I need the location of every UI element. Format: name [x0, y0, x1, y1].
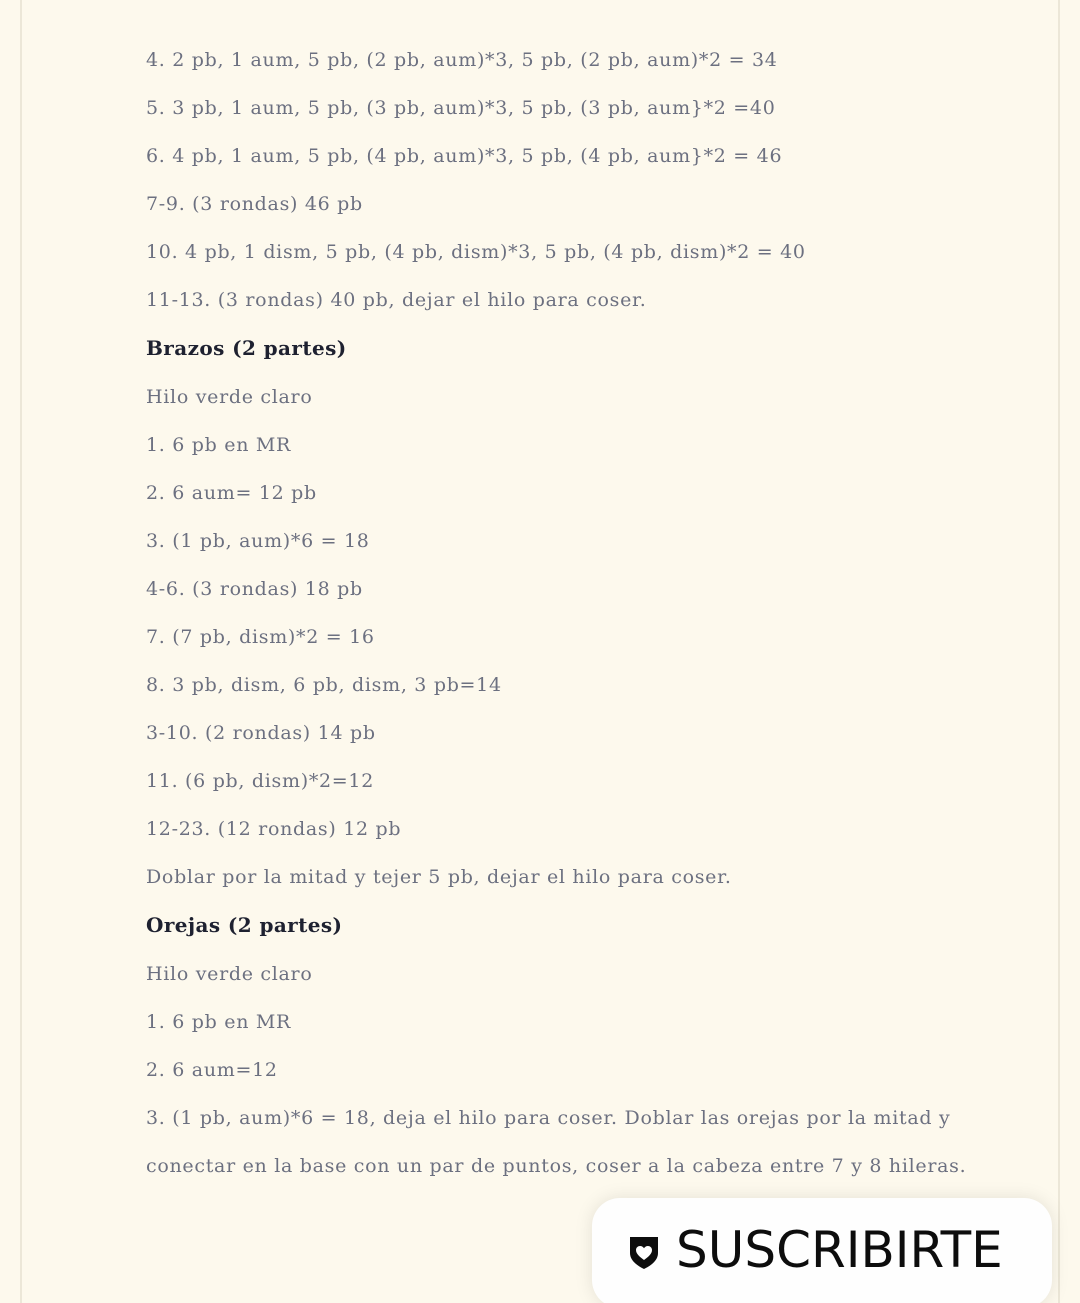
- pattern-row: 6. 4 pb, 1 aum, 5 pb, (4 pb, aum)*3, 5 pb, (4 pb, aum}*2 = 46: [146, 145, 783, 167]
- pattern-row: 2. 6 aum=12: [146, 1059, 278, 1081]
- pattern-row: 1. 6 pb en MR: [146, 434, 292, 456]
- pattern-row: 1. 6 pb en MR: [146, 1011, 292, 1033]
- subscribe-label: SUSCRIBIRTE: [676, 1221, 1003, 1279]
- yarn-note: Hilo verde claro: [146, 386, 313, 408]
- section-heading-orejas: Orejas (2 partes): [146, 913, 343, 937]
- content-border-right: [1058, 0, 1060, 1303]
- pattern-row: 4-6. (3 rondas) 18 pb: [146, 578, 363, 600]
- pattern-row: 11-13. (3 rondas) 40 pb, dejar el hilo para coser.: [146, 289, 647, 311]
- subscribe-button[interactable]: [592, 1198, 1052, 1303]
- pattern-row: 12-23. (12 rondas) 12 pb: [146, 818, 402, 840]
- pattern-row: 8. 3 pb, dism, 6 pb, dism, 3 pb=14: [146, 674, 502, 696]
- section-heading-brazos: Brazos (2 partes): [146, 336, 347, 360]
- pattern-row: 7. (7 pb, dism)*2 = 16: [146, 626, 375, 648]
- yarn-note: Hilo verde claro: [146, 963, 313, 985]
- bell-icon: [626, 1231, 662, 1271]
- pattern-row: 5. 3 pb, 1 aum, 5 pb, (3 pb, aum)*3, 5 pb, (3 pb, aum}*2 =40: [146, 97, 776, 119]
- content-border-left: [20, 0, 22, 1303]
- pattern-instruction: Doblar por la mitad y tejer 5 pb, dejar el hilo para coser.: [146, 866, 732, 888]
- pattern-row: 2. 6 aum= 12 pb: [146, 482, 317, 504]
- pattern-row: 3. (1 pb, aum)*6 = 18, deja el hilo para coser. Doblar las orejas por la mitad y: [146, 1107, 951, 1129]
- pattern-row: 10. 4 pb, 1 dism, 5 pb, (4 pb, dism)*3, 5 pb, (4 pb, dism)*2 = 40: [146, 241, 806, 263]
- pattern-row: 3-10. (2 rondas) 14 pb: [146, 722, 376, 744]
- pattern-row: 3. (1 pb, aum)*6 = 18: [146, 530, 370, 552]
- pattern-row: 11. (6 pb, dism)*2=12: [146, 770, 375, 792]
- pattern-row: 4. 2 pb, 1 aum, 5 pb, (2 pb, aum)*3, 5 pb, (2 pb, aum)*2 = 34: [146, 49, 778, 71]
- article-body: [146, 40, 967, 1194]
- pattern-row: 7-9. (3 rondas) 46 pb: [146, 193, 363, 215]
- pattern-row: conectar en la base con un par de puntos, coser a la cabeza entre 7 y 8 hileras.: [146, 1155, 967, 1177]
